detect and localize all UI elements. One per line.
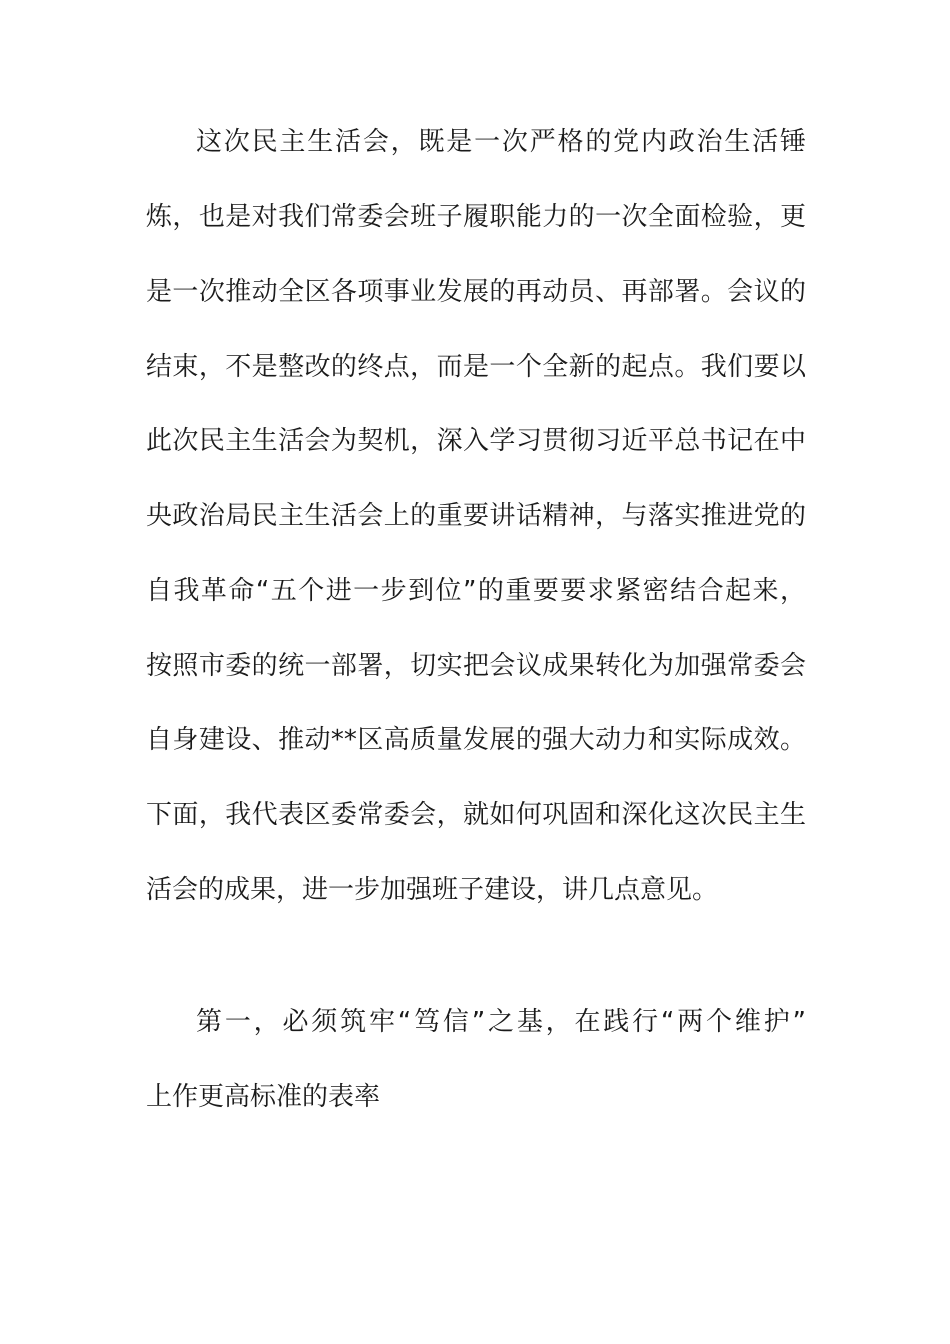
paragraph-line: 按照市委的统一部署，切实把会议成果转化为加强常委会	[146, 651, 806, 681]
paragraph-line: 活会的成果，进一步加强班子建设，讲几点意见。	[146, 875, 719, 905]
paragraph-line: 结束，不是整改的终点，而是一个全新的起点。我们要以	[146, 352, 806, 382]
paragraph-line: 下面，我代表区委常委会，就如何巩固和深化这次民主生	[146, 800, 806, 830]
paragraph-line: 自我革命“五个进一步到位”的重要要求紧密结合起来，	[146, 576, 806, 606]
paragraph-line: 此次民主生活会为契机，深入学习贯彻习近平总书记在中	[146, 426, 806, 456]
paragraph-line: 这次民主生活会，既是一次严格的党内政治生活锤	[196, 127, 806, 157]
heading-line: 上作更高标准的表率	[146, 1082, 381, 1112]
heading-line: 第一，必须筑牢“笃信”之基，在践行“两个维护”	[196, 1007, 806, 1037]
paragraph-line: 央政治局民主生活会上的重要讲话精神，与落实推进党的	[146, 501, 806, 531]
paragraph-line: 炼，也是对我们常委会班子履职能力的一次全面检验，更	[146, 202, 806, 232]
paragraph-line: 自身建设、推动**区高质量发展的强大动力和实际成效。	[146, 725, 806, 755]
paragraph-line: 是一次推动全区各项事业发展的再动员、再部署。会议的	[146, 277, 806, 307]
